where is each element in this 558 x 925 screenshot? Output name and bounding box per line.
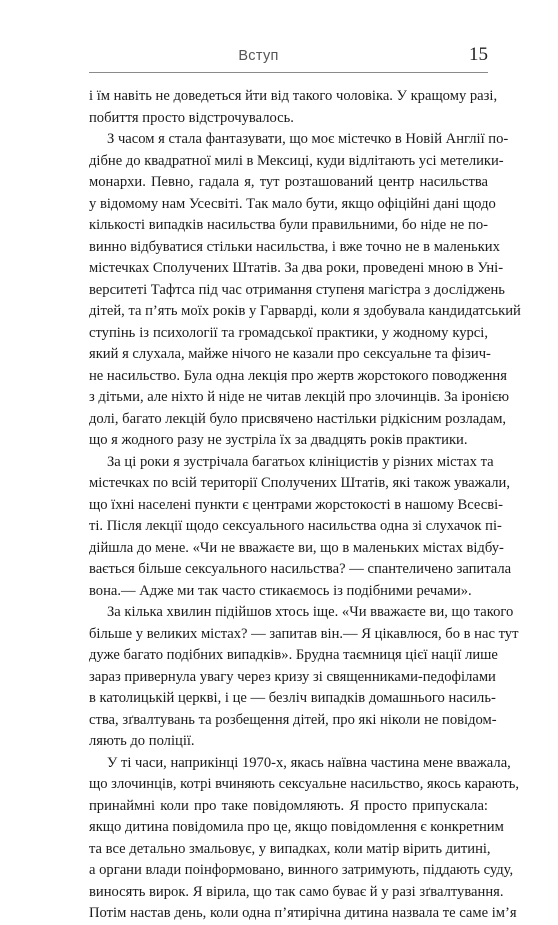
- text-line: у відомому нам Усесвіті. Так мало бути, якщо офіційні дані щодо: [89, 195, 496, 212]
- paragraph: [89, 129, 521, 452]
- text-line: та все детально змальовує, у випадках, коли матір вірить дитині,: [89, 840, 491, 857]
- text-line: що злочинців, котрі вчиняють сексуальне насильство, якось карають,: [89, 776, 520, 792]
- text-line: містечках по всій території Сполучених Штатів, які також уважали,: [89, 475, 511, 491]
- page-number: 15: [469, 44, 488, 65]
- text-line: монархи. Певно, гадала я, тут розташований центр насильства: [89, 174, 488, 190]
- text-line: вається більше сексуального насильства? — спантеличено запитала: [89, 561, 512, 577]
- text-line: побиття просто відстрочувалось.: [89, 109, 294, 126]
- text-line: верситеті Тафтса під час отримання ступеня магістра з досліджень: [89, 281, 505, 298]
- text-line: з дітьми, але ніхто й ніде не читав лекцій про злочинців. За іронією: [89, 389, 510, 405]
- text-line: З часом я стала фантазувати, що моє містечко в Новій Англії по-: [107, 131, 509, 147]
- text-line: і їм навіть не доведеться йти від такого чоловіка. У кращому разі,: [89, 88, 498, 104]
- text-line: що їхні населені пункти є центрами жорстокості в нашому Всесві-: [89, 496, 504, 513]
- text-line: якщо дитина повідомила про це, якщо повідомлення є конкретним: [89, 819, 504, 835]
- text-line: в католицькій церкві, і це — безліч випадків домашнього насиль-: [89, 690, 496, 706]
- text-line: який я слухала, майже нічого не казали про сексуальне та фізич-: [89, 346, 491, 362]
- text-line: ступінь із психології та громадської практики, у жодному курсі,: [89, 324, 488, 341]
- text-line: ства, зґвалтувань та розбещення дітей, про які ніколи не повідом-: [89, 711, 497, 728]
- text-line: ляють до поліції.: [89, 733, 195, 749]
- text-line: дібне до квадратної милі в Мексиці, куди відлітають усі метелики-: [89, 152, 504, 169]
- text-line: За ці роки я зустрічала багатьох клініцистів у різних містах та: [107, 453, 494, 470]
- text-line: виносять вирок. Я вірила, що так само буває й у разі зґвалтування.: [89, 883, 504, 900]
- paragraph: [89, 86, 498, 129]
- text-line: винно відбуватися стільки насильства, і вже точно не в маленьких: [89, 238, 500, 255]
- header-rule: [89, 72, 488, 73]
- text-line: дуже багато подібних випадків». Брудна таємниця цієї нації лише: [89, 647, 498, 663]
- paragraph: [89, 452, 512, 603]
- text-line: За кілька хвилин підійшов хтось іще. «Чи вважаєте ви, що такого: [107, 604, 514, 620]
- text-line: вона.— Адже ми так часто стикаємось із подібними речами».: [89, 582, 472, 599]
- text-line: ті. Після лекції щодо сексуального насильства одна зі слухачок пі-: [89, 518, 502, 534]
- paragraph: [89, 753, 520, 925]
- text-line: долі, багато лекцій було присвячено настільки рідкісним розладам,: [89, 410, 507, 427]
- text-line: більше у великих містах? — запитав він.— Я цікавлюся, бо в нас тут: [89, 625, 519, 642]
- text-line: містечках Сполучених Штатів. За два роки, проведені мною в Уні-: [89, 260, 504, 276]
- paragraph: [89, 602, 519, 753]
- text-line: У ті часи, наприкінці 1970-х, якась наївна частина мене вважала,: [107, 754, 511, 771]
- text-line: а органи влади поінформовано, винного затримують, піддають суду,: [89, 862, 514, 878]
- body-text: [89, 86, 521, 925]
- text-line: зараз привернула увагу через кризу зі священниками-педофілами: [89, 668, 496, 685]
- text-line: кількості випадків насильства були правильними, бо ніде не по-: [89, 217, 488, 233]
- text-line: Потім настав день, коли одна п’ятирічна дитина назвала те саме ім’я: [89, 905, 517, 921]
- section-title: Вступ: [238, 48, 279, 64]
- text-line: не насильство. Була одна лекція про жертв жорстокого поводження: [89, 367, 507, 384]
- running-header: [89, 44, 488, 78]
- text-line: принаймні коли про таке повідомляють. Я просто припускала:: [89, 797, 488, 814]
- text-line: дійшла до мене. «Чи не вважаєте ви, що в маленьких містах відбу-: [89, 539, 504, 556]
- text-line: дітей, та п’ять моїх років у Гарварді, коли я здобувала кандидатський: [89, 303, 521, 319]
- text-line: що я жодного разу не зустріла їх за двадцять років практики.: [89, 432, 468, 448]
